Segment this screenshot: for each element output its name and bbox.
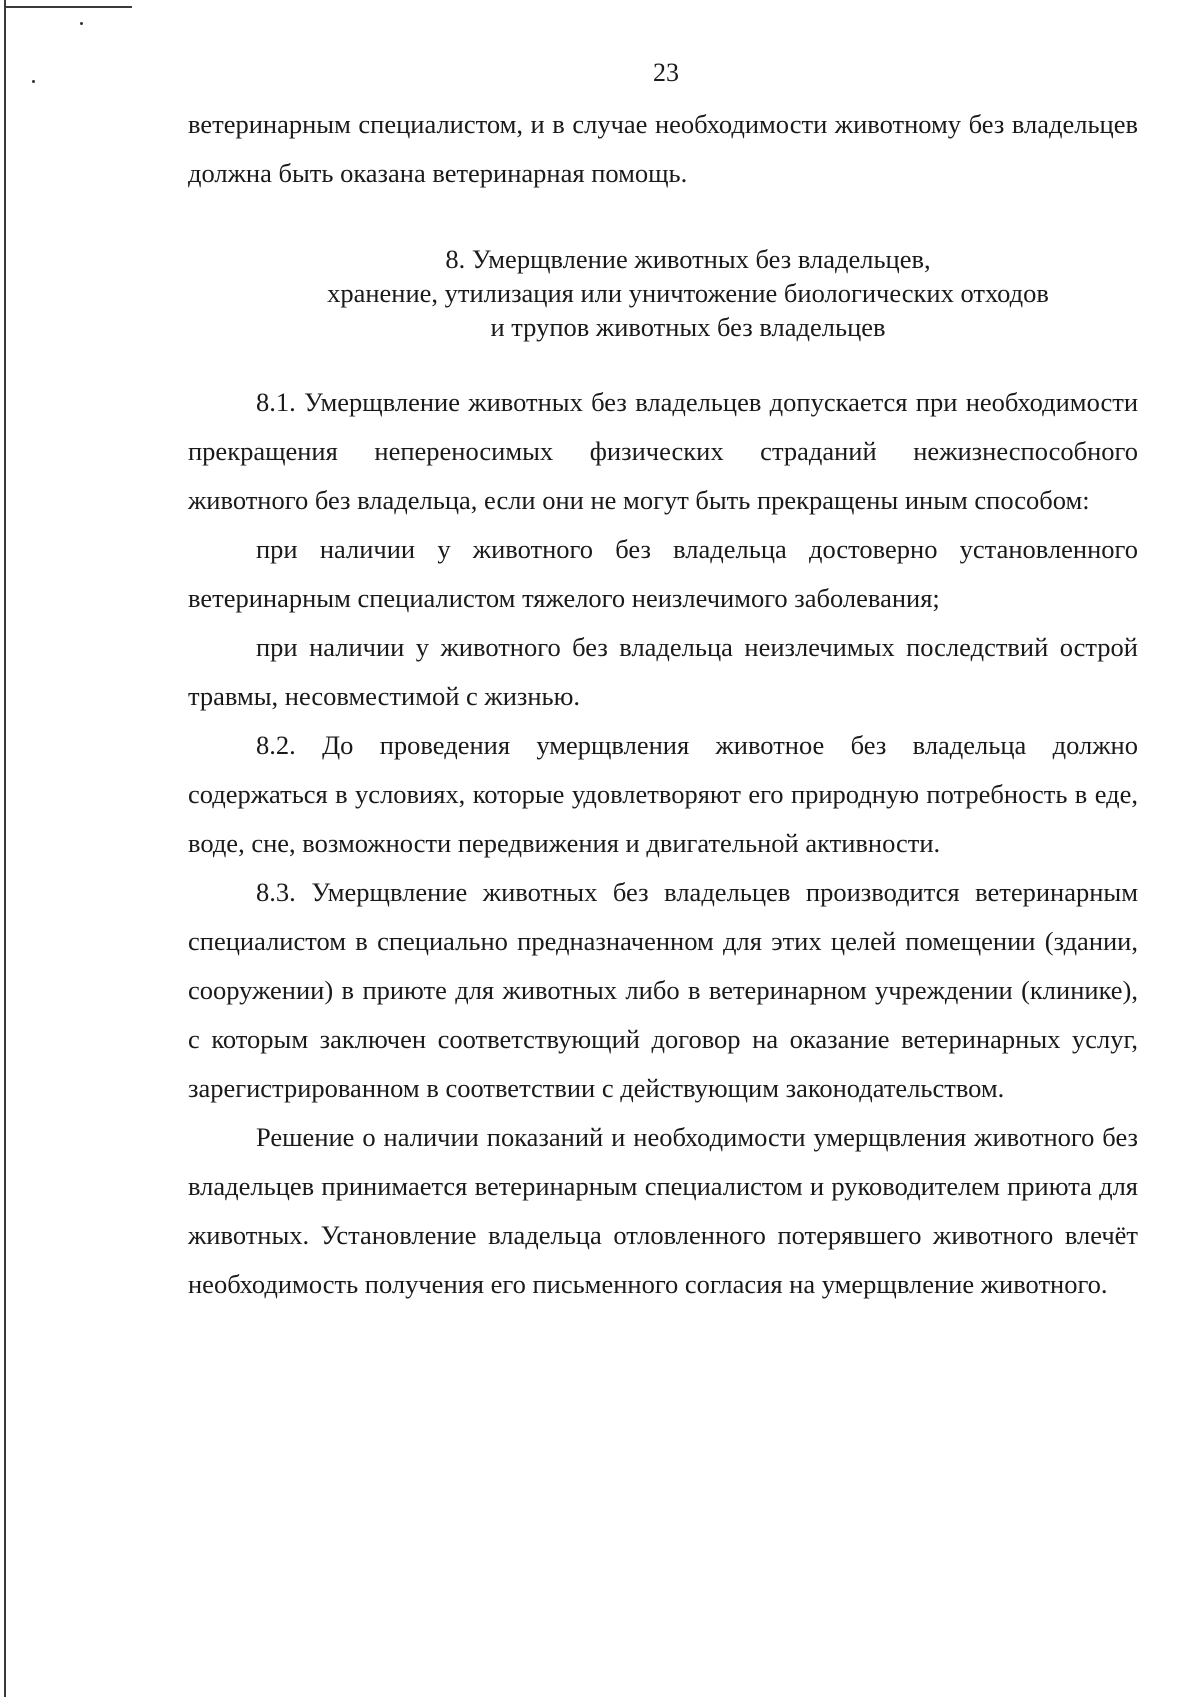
- paragraph-8-1-case-2: при наличии у животного без владельца неизлечимых последствий острой травмы, несовместимой с жизнью.: [188, 632, 1138, 711]
- heading-line-1: 8. Умерщвление животных без владельцев,: [445, 244, 931, 274]
- heading-line-2: хранение, утилизация или уничтожение биологических отходов: [327, 278, 1049, 308]
- intro-paragraph: ветеринарным специалистом, и в случае необходимости животному без владельцев должна быть оказана ветеринарная помощь.: [188, 109, 1138, 188]
- scan-top-border: [4, 6, 132, 8]
- scan-speck: [80, 22, 83, 25]
- document-body: [188, 100, 1138, 1309]
- scan-left-border: [4, 0, 6, 1697]
- heading-line-3: и трупов животных без владельцев: [490, 312, 886, 342]
- page-number: 23: [653, 58, 679, 87]
- paragraph-8-3: 8.3. Умерщвление животных без владельцев производится ветеринарным специалистом в специально предназначенном для этих целей помещении (здании, сооружении) в приюте для животных либо в ветеринарном учреждении (клинике), с которым заключен соответствующий договор на оказание ветеринарных услуг, зарегистрированном в соответствии с действующим законодательством.: [188, 877, 1138, 1103]
- paragraph-8-1-case-1: при наличии у животного без владельца достоверно установленного ветеринарным специалистом тяжелого неизлечимого заболевания;: [188, 534, 1138, 613]
- paragraph-8-1: 8.1. Умерщвление животных без владельцев допускается при необходимости прекращения непереносимых физических страданий нежизнеспособного животного без владельца, если они не могут быть прекращены иным способом:: [188, 387, 1138, 515]
- paragraph-8-2: 8.2. До проведения умерщвления животное без владельца должно содержаться в условиях, которые удовлетворяют его природную потребность в еде, воде, сне, возможности передвижения и двигательной активности.: [188, 730, 1138, 858]
- section-heading: [188, 242, 1138, 344]
- paragraph-decision: Решение о наличии показаний и необходимости умерщвления животного без владельцев принимается ветеринарным специалистом и руководителем приюта для животных. Установление владельца отловленного потерявшего животного влечёт необходимость получения его письменного согласия на умерщвление животного.: [188, 1122, 1138, 1299]
